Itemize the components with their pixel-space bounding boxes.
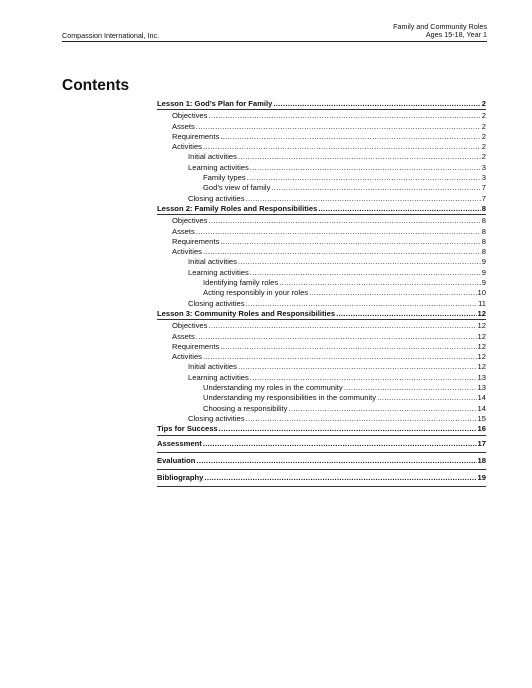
dot-leader [196, 122, 481, 132]
toc-entry[interactable] [157, 288, 486, 298]
toc-entry[interactable] [157, 278, 486, 288]
dot-leader [238, 152, 481, 162]
toc-page-number: 7 [481, 183, 486, 193]
toc-entry[interactable] [157, 216, 486, 226]
dot-leader [208, 216, 480, 226]
toc-page-number: 10 [477, 288, 486, 298]
toc-entry[interactable] [157, 237, 486, 247]
dot-leader [318, 204, 480, 214]
toc-page-number: 2 [481, 99, 486, 108]
toc-page-number: 7 [481, 193, 486, 203]
toc-lesson-3[interactable] [157, 309, 486, 319]
toc-entry[interactable] [157, 227, 486, 237]
dot-leader [288, 404, 476, 414]
toc-entry-label: Closing activities [188, 413, 245, 423]
dot-leader [309, 288, 476, 298]
dot-leader [246, 194, 481, 204]
toc-entry-label: Assets [172, 226, 195, 236]
toc-entry[interactable] [157, 332, 486, 342]
toc-page-number: 2 [481, 121, 486, 131]
toc-separator [157, 452, 486, 453]
header-organization: Compassion International, Inc. [62, 31, 160, 40]
toc-separator [157, 486, 486, 487]
toc-page-number: 2 [481, 111, 486, 121]
header-course-title: Family and Community Roles [393, 22, 487, 31]
dot-leader [279, 278, 481, 288]
dot-leader [250, 268, 481, 278]
toc-entry-label: Family types [203, 173, 246, 183]
toc-entry-label: Acting responsibly in your roles [203, 288, 309, 298]
toc-entry-label: Closing activities [188, 193, 245, 203]
toc-entry-label: Requirements [172, 341, 220, 351]
toc-page-number: 15 [477, 413, 486, 423]
toc-entry-label: Initial activities [188, 152, 237, 162]
toc-page-number: 12 [477, 362, 486, 372]
toc-entry[interactable] [157, 173, 486, 183]
toc-entry-label: Initial activities [188, 257, 237, 267]
toc-page-number: 8 [481, 203, 486, 213]
table-of-contents [157, 99, 486, 487]
toc-page-number: 2 [481, 142, 486, 152]
toc-page-number: 12 [477, 308, 486, 318]
dot-leader [203, 352, 477, 362]
toc-page-number: 9 [481, 257, 486, 267]
toc-lesson-1[interactable] [157, 99, 486, 109]
toc-entry-label: Understanding my responsibilities in the community [203, 393, 377, 403]
header-divider [62, 41, 487, 42]
dot-leader [208, 111, 480, 121]
toc-entry[interactable] [157, 299, 486, 309]
toc-entry[interactable] [157, 163, 486, 173]
toc-entry-label: Learning activities [188, 267, 249, 277]
toc-entry[interactable] [157, 362, 486, 372]
toc-entry[interactable] [157, 152, 486, 162]
toc-page-number: 9 [481, 278, 486, 288]
toc-page-number: 11 [478, 298, 486, 308]
toc-lesson-2[interactable] [157, 204, 486, 214]
toc-entry[interactable] [157, 257, 486, 267]
dot-leader [250, 163, 481, 173]
toc-page-number: 17 [477, 438, 486, 448]
toc-page-number: 3 [481, 162, 486, 172]
toc-separator [157, 469, 486, 470]
toc-entry[interactable] [157, 111, 486, 121]
header-course-info [393, 23, 487, 39]
toc-page-number: 19 [477, 473, 486, 483]
dot-leader [344, 383, 477, 393]
toc-entry[interactable] [157, 342, 486, 352]
toc-page-number: 12 [477, 341, 486, 351]
toc-entry-label: Understanding my roles in the community [203, 383, 343, 393]
toc-entry-label: Assets [172, 121, 195, 131]
dot-leader [203, 439, 477, 449]
dot-leader [196, 227, 481, 237]
toc-page-number: 8 [481, 236, 486, 246]
toc-entry-label: Bibliography [157, 473, 204, 483]
toc-entry-label: Activities [172, 247, 202, 257]
toc-entry-label: Assets [172, 331, 195, 341]
toc-entry-label: Learning activities [188, 372, 249, 382]
toc-entry[interactable] [157, 142, 486, 152]
toc-entry[interactable] [157, 122, 486, 132]
dot-leader [246, 414, 477, 424]
toc-entry[interactable] [157, 268, 486, 278]
toc-page-number: 3 [481, 173, 486, 183]
toc-entry[interactable] [157, 194, 486, 204]
toc-entry-label: Identifying family roles [203, 278, 279, 288]
toc-entry-label: Tips for Success [157, 424, 218, 434]
toc-entry[interactable] [157, 373, 486, 383]
dot-leader [273, 99, 480, 109]
toc-entry[interactable] [157, 383, 486, 393]
dot-leader [204, 473, 476, 483]
toc-entry[interactable] [157, 393, 486, 403]
toc-page-number: 2 [481, 152, 486, 162]
toc-page-number: 9 [481, 267, 486, 277]
dot-leader [220, 342, 476, 352]
toc-page-number: 14 [477, 393, 486, 403]
toc-entry-label: Lesson 2: Family Roles and Responsibilities [157, 203, 318, 213]
toc-entry-label: Initial activities [188, 362, 237, 372]
toc-entry[interactable] [157, 414, 486, 424]
toc-page-number: 18 [477, 455, 486, 465]
toc-entry[interactable] [157, 132, 486, 142]
toc-entry-label: Lesson 1: God’s Plan for Family [157, 99, 273, 108]
toc-page-number: 12 [477, 331, 486, 341]
dot-leader [203, 142, 481, 152]
toc-entry[interactable] [157, 352, 486, 362]
toc-entry-label: Activities [172, 352, 202, 362]
dot-leader [196, 332, 477, 342]
toc-entry-label: Choosing a responsibility [203, 403, 288, 413]
dot-leader [271, 183, 480, 193]
toc-page-number: 12 [477, 321, 486, 331]
dot-leader [219, 424, 477, 434]
dot-leader [247, 173, 481, 183]
toc-entry-label: Lesson 3: Community Roles and Responsibilities [157, 308, 336, 318]
toc-entry-label: Closing activities [188, 298, 245, 308]
toc-page-number: 2 [481, 131, 486, 141]
toc-entry-label: Activities [172, 142, 202, 152]
dot-leader [203, 247, 481, 257]
toc-entry-label: Evaluation [157, 455, 196, 465]
toc-assessment[interactable] [157, 439, 486, 449]
toc-entry-label: Objectives [172, 321, 208, 331]
toc-entry[interactable] [157, 247, 486, 257]
toc-entry-label: God’s view of family [203, 183, 271, 193]
toc-entry[interactable] [157, 183, 486, 193]
dot-leader [238, 362, 477, 372]
dot-leader [220, 132, 480, 142]
dot-leader [377, 393, 476, 403]
header-age-group: Ages 15-18, Year 1 [425, 30, 487, 39]
toc-entry-label: Objectives [172, 111, 208, 121]
toc-evaluation[interactable] [157, 456, 486, 466]
toc-tips-for-success[interactable] [157, 424, 486, 434]
dot-leader [250, 373, 477, 383]
toc-entry-label: Requirements [172, 131, 220, 141]
toc-entry[interactable] [157, 321, 486, 331]
dot-leader [238, 257, 481, 267]
toc-separator [157, 435, 486, 436]
toc-page-number: 14 [477, 403, 486, 413]
toc-entry-label: Requirements [172, 236, 220, 246]
toc-entry[interactable] [157, 404, 486, 414]
page-title: Contents [62, 77, 130, 94]
toc-page-number: 16 [477, 424, 486, 434]
toc-entry-label: Objectives [172, 216, 208, 226]
dot-leader [196, 456, 476, 466]
toc-page-number: 8 [481, 247, 486, 257]
toc-page-number: 12 [477, 352, 486, 362]
dot-leader [208, 321, 476, 331]
dot-leader [220, 237, 480, 247]
toc-entry-label: Assessment [157, 438, 202, 448]
toc-bibliography[interactable] [157, 473, 486, 483]
dot-leader [336, 309, 476, 319]
toc-entry-label: Learning activities [188, 162, 249, 172]
dot-leader [246, 299, 478, 309]
toc-page-number: 13 [477, 383, 486, 393]
toc-page-number: 8 [481, 226, 486, 236]
toc-page-number: 8 [481, 216, 486, 226]
toc-page-number: 13 [477, 372, 486, 382]
